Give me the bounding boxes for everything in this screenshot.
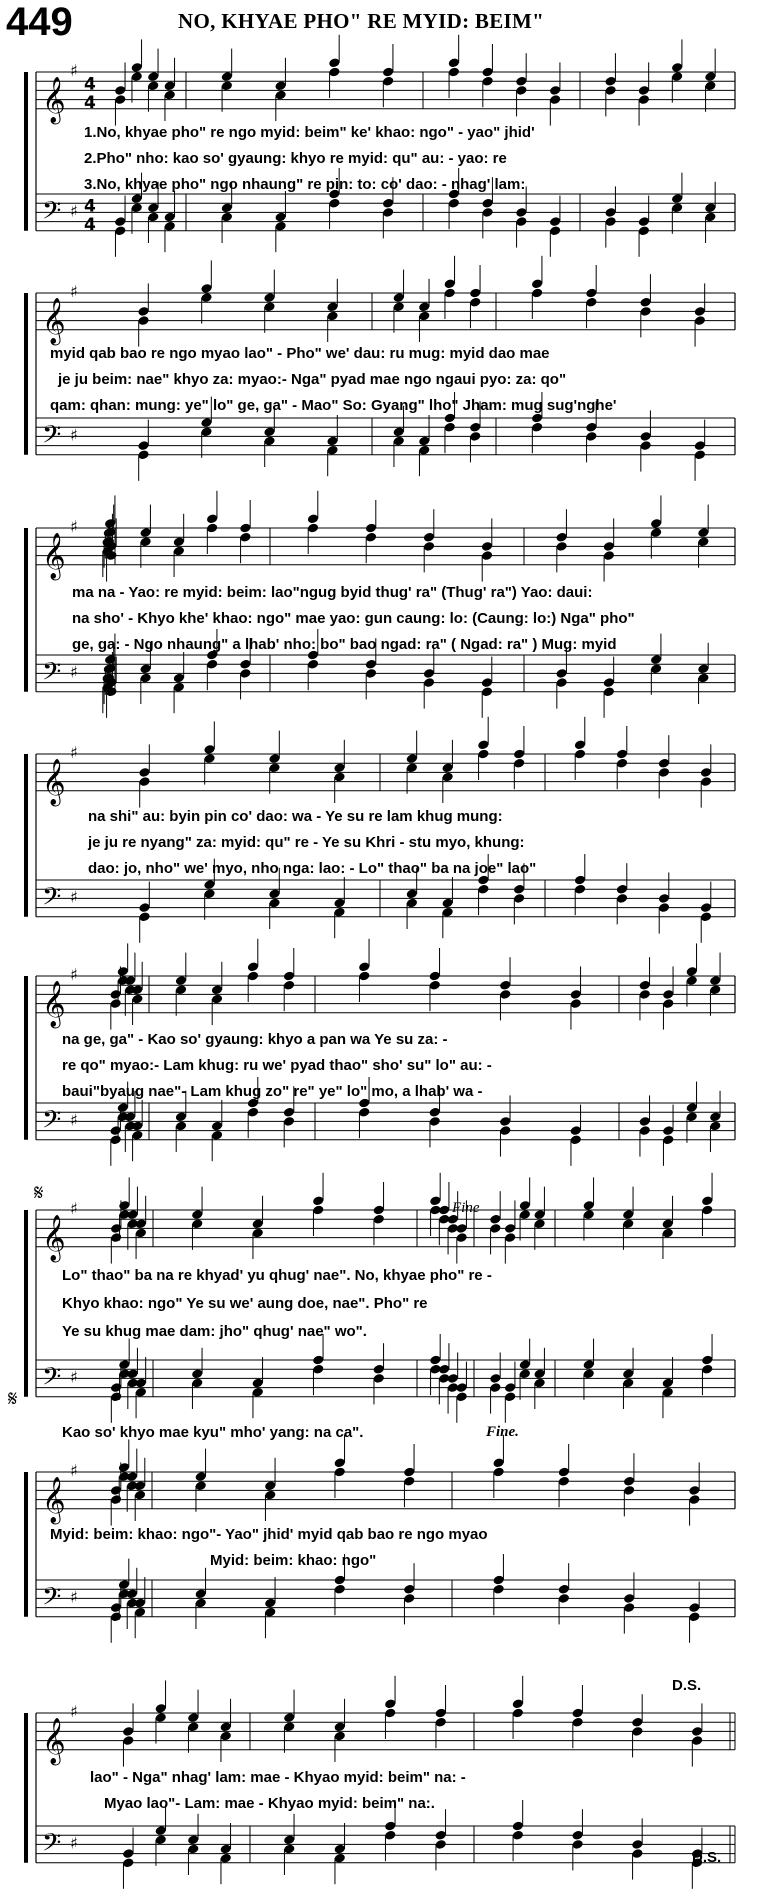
sharp-icon: ♯	[70, 743, 78, 762]
sharp-icon: ♯	[70, 662, 78, 682]
lyric-line: lao" - Nga" nhag' lam: mae - Khyao myid: beim" na: -	[90, 1769, 466, 1786]
time-signature: 4	[84, 92, 96, 113]
sharp-icon: ♯	[70, 517, 78, 536]
time-signature: 4	[84, 74, 96, 95]
lyric-line: je ju re nyang" za: myid: qu" re - Ye su Khri - stu myo, khung:	[88, 834, 525, 851]
bass-clef-icon: 𝄢	[42, 1582, 62, 1618]
time-signature: 4	[84, 214, 96, 235]
lyric-line: 3.No, khyae pho" ngo nhaung" re pin: to: co' dao: - nhag' lam:	[84, 176, 526, 193]
lyric-line: Ye su khug mae dam: jho" qhug' nae" wo".	[62, 1323, 367, 1340]
lyric-line: na shi" au: byin pin co' dao: wa - Ye su re lam khug mung:	[88, 808, 503, 825]
hymn-number: 449	[6, 0, 73, 44]
treble-clef-icon: 𝄞	[42, 532, 66, 579]
lyric-line: myid qab bao re ngo myao lao" - Pho" we' dau: ru mug: myid dao mae	[50, 345, 550, 362]
ds-marker: D.S.	[672, 1677, 702, 1694]
sharp-icon: ♯	[70, 887, 78, 907]
sharp-icon: ♯	[70, 1199, 78, 1218]
bass-clef-icon: 𝄢	[42, 420, 62, 456]
lyric-line: je ju beim: nae" khyo za: myao:- Nga" pyad mae ngo ngaui pyo: za: qo"	[58, 371, 567, 388]
bass-clef-icon: 𝄢	[42, 1105, 62, 1141]
treble-clef-icon: 𝄞	[42, 297, 66, 344]
lyric-line: Lo" thao" ba na re khyad' yu qhug' nae". No, khyae pho" re -	[62, 1267, 492, 1284]
sharp-icon: ♯	[70, 1833, 78, 1853]
sharp-icon: ♯	[70, 965, 78, 984]
lyric-line: ma na - Yao: re myid: beim: lao"ngug byid thug' ra" (Thug' ra") Yao: daui:	[72, 584, 593, 601]
bass-clef-icon: 𝄢	[42, 1828, 62, 1864]
lyric-line: Myao lao"- Lam: mae - Khyao myid: beim" na:.	[104, 1795, 435, 1812]
lyric-line: ge, ga: - Ngo nhaung" a lhab' nho: bo" bao ngad: ra" ( Ngad: ra" ) Mug: myid	[72, 636, 617, 653]
lyric-line: na sho' - Khyo khe' khao: ngo" mae yao: gun caung: lo: (Caung: lo:) Nga" pho"	[72, 610, 635, 627]
lyric-line: Khyo khao: ngo" Ye su we' aung doe, nae". Pho" re	[62, 1295, 428, 1312]
ds-marker: D.S.	[692, 1849, 722, 1866]
sharp-icon: ♯	[70, 425, 78, 445]
lyric-line: qam: qhan: mung: ye" lo" ge, ga" - Mao" So: Gyang" lho" Jham: mug sug'nghe'	[50, 397, 617, 414]
sharp-icon: ♯	[70, 1461, 78, 1480]
treble-clef-icon: 𝄞	[42, 1476, 66, 1523]
sharp-icon: ♯	[70, 282, 78, 301]
bass-clef-icon: 𝄢	[42, 882, 62, 918]
lyric-line: 1.No, khyae pho" re ngo myid: beim" ke' khao: ngo" - yao" jhid'	[84, 124, 535, 141]
treble-clef-icon: 𝄞	[42, 1214, 66, 1261]
treble-clef-icon: 𝄞	[42, 1717, 66, 1764]
sharp-icon: ♯	[70, 201, 78, 221]
lyric-line: Myid: beim: khao: ngo"- Yao" jhid' myid qab bao re ngo myao	[50, 1526, 488, 1543]
sharp-icon: ♯	[70, 61, 78, 80]
segno-icon: 𝄋	[34, 1181, 44, 1206]
bass-lyric-line: Kao so' khyo mae kyu" mho' yang: na ca".	[62, 1424, 364, 1441]
lyric-line: baui"byaug nae"- Lam khug zo" re" ye" lo" mo, a lhab' wa -	[62, 1083, 483, 1100]
fine-marker: Fine	[452, 1200, 480, 1216]
time-signature: 4	[84, 196, 96, 217]
lyric-line: Myid: beim: khao: ngo"	[210, 1552, 377, 1569]
bass-clef-icon: 𝄢	[42, 196, 62, 232]
lyric-line: 2.Pho" nho: kao so' gyaung: khyo re myid: qu" au: - yao: re	[84, 150, 507, 167]
lyric-line: dao: jo, nho" we' myo, nho nga: lao: - Lo" thao" ba na joe" lao"	[88, 860, 537, 877]
treble-clef-icon: 𝄞	[42, 980, 66, 1027]
sharp-icon: ♯	[70, 1367, 78, 1387]
lyric-line: re qo" myao:- Lam khug: ru we' pyad thao" sho' su" lo" au: -	[62, 1057, 492, 1074]
lyric-line: na ge, ga" - Kao so' gyaung: khyo a pan wa Ye su za: -	[62, 1031, 448, 1048]
segno-icon: 𝄋	[8, 1387, 18, 1412]
fine-marker: Fine.	[486, 1424, 519, 1440]
sharp-icon: ♯	[70, 1587, 78, 1607]
sharp-icon: ♯	[70, 1110, 78, 1130]
hymn-title: NO, KHYAE PHO" RE MYID: BEIM"	[178, 9, 545, 33]
bass-clef-icon: 𝄢	[42, 1362, 62, 1398]
sharp-icon: ♯	[70, 1702, 78, 1721]
bass-clef-icon: 𝄢	[42, 657, 62, 693]
treble-clef-icon: 𝄞	[42, 76, 66, 123]
treble-clef-icon: 𝄞	[42, 758, 66, 805]
